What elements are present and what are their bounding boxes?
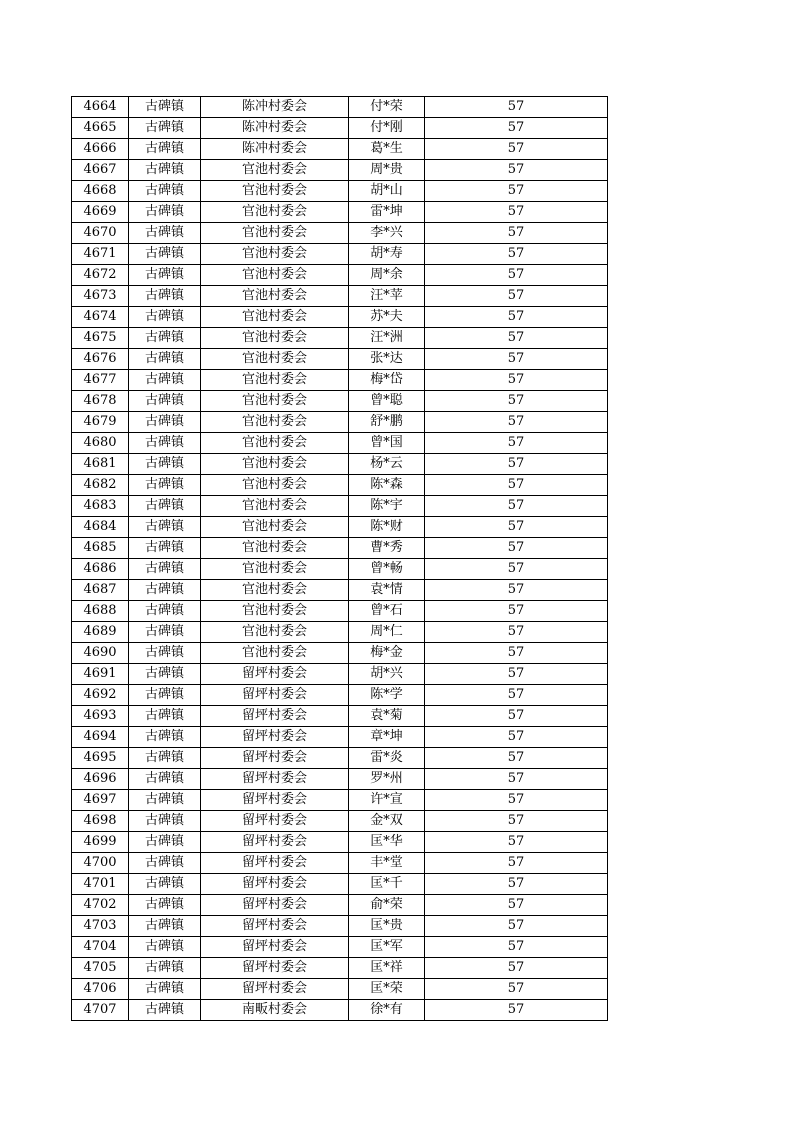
town-cell: 古碑镇 <box>129 97 201 118</box>
row-id-cell: 4675 <box>72 328 129 349</box>
village-cell: 官池村委会 <box>201 496 349 517</box>
value-cell: 57 <box>425 937 608 958</box>
town-cell: 古碑镇 <box>129 958 201 979</box>
value-cell: 57 <box>425 454 608 475</box>
village-cell: 官池村委会 <box>201 244 349 265</box>
value-cell: 57 <box>425 916 608 937</box>
village-cell: 留坪村委会 <box>201 979 349 1000</box>
row-id-cell: 4705 <box>72 958 129 979</box>
name-cell: 胡*山 <box>349 181 425 202</box>
name-cell: 丰*堂 <box>349 853 425 874</box>
town-cell: 古碑镇 <box>129 706 201 727</box>
name-cell: 汪*苹 <box>349 286 425 307</box>
name-cell: 李*兴 <box>349 223 425 244</box>
value-cell: 57 <box>425 370 608 391</box>
village-cell: 官池村委会 <box>201 349 349 370</box>
name-cell: 陈*学 <box>349 685 425 706</box>
row-id-cell: 4694 <box>72 727 129 748</box>
town-cell: 古碑镇 <box>129 475 201 496</box>
table-row <box>72 958 608 979</box>
name-cell: 雷*炎 <box>349 748 425 769</box>
name-cell: 陈*森 <box>349 475 425 496</box>
town-cell: 古碑镇 <box>129 601 201 622</box>
village-cell: 官池村委会 <box>201 433 349 454</box>
village-cell: 官池村委会 <box>201 265 349 286</box>
row-id-cell: 4666 <box>72 139 129 160</box>
value-cell: 57 <box>425 181 608 202</box>
town-cell: 古碑镇 <box>129 454 201 475</box>
row-id-cell: 4678 <box>72 391 129 412</box>
town-cell: 古碑镇 <box>129 202 201 223</box>
town-cell: 古碑镇 <box>129 496 201 517</box>
town-cell: 古碑镇 <box>129 580 201 601</box>
data-table <box>71 96 608 1021</box>
town-cell: 古碑镇 <box>129 244 201 265</box>
name-cell: 付*荣 <box>349 97 425 118</box>
table-row <box>72 664 608 685</box>
value-cell: 57 <box>425 391 608 412</box>
table-row <box>72 517 608 538</box>
town-cell: 古碑镇 <box>129 223 201 244</box>
table-row <box>72 580 608 601</box>
village-cell: 陈冲村委会 <box>201 139 349 160</box>
town-cell: 古碑镇 <box>129 412 201 433</box>
row-id-cell: 4691 <box>72 664 129 685</box>
row-id-cell: 4685 <box>72 538 129 559</box>
name-cell: 匡*千 <box>349 874 425 895</box>
town-cell: 古碑镇 <box>129 979 201 1000</box>
name-cell: 汪*洲 <box>349 328 425 349</box>
village-cell: 官池村委会 <box>201 391 349 412</box>
table-row <box>72 496 608 517</box>
name-cell: 许*宣 <box>349 790 425 811</box>
value-cell: 57 <box>425 874 608 895</box>
table-row <box>72 895 608 916</box>
town-cell: 古碑镇 <box>129 517 201 538</box>
village-cell: 官池村委会 <box>201 412 349 433</box>
value-cell: 57 <box>425 244 608 265</box>
row-id-cell: 4664 <box>72 97 129 118</box>
table-row <box>72 979 608 1000</box>
village-cell: 官池村委会 <box>201 223 349 244</box>
name-cell: 张*达 <box>349 349 425 370</box>
value-cell: 57 <box>425 559 608 580</box>
name-cell: 袁*情 <box>349 580 425 601</box>
town-cell: 古碑镇 <box>129 559 201 580</box>
village-cell: 官池村委会 <box>201 517 349 538</box>
town-cell: 古碑镇 <box>129 433 201 454</box>
row-id-cell: 4693 <box>72 706 129 727</box>
row-id-cell: 4699 <box>72 832 129 853</box>
row-id-cell: 4674 <box>72 307 129 328</box>
name-cell: 周*余 <box>349 265 425 286</box>
name-cell: 匡*贵 <box>349 916 425 937</box>
village-cell: 留坪村委会 <box>201 832 349 853</box>
row-id-cell: 4706 <box>72 979 129 1000</box>
value-cell: 57 <box>425 1000 608 1021</box>
table-row <box>72 685 608 706</box>
row-id-cell: 4673 <box>72 286 129 307</box>
table-row <box>72 139 608 160</box>
row-id-cell: 4704 <box>72 937 129 958</box>
value-cell: 57 <box>425 538 608 559</box>
value-cell: 57 <box>425 832 608 853</box>
table-row <box>72 706 608 727</box>
value-cell: 57 <box>425 685 608 706</box>
table-row <box>72 727 608 748</box>
table-row <box>72 622 608 643</box>
table-row <box>72 97 608 118</box>
value-cell: 57 <box>425 622 608 643</box>
row-id-cell: 4689 <box>72 622 129 643</box>
table-row <box>72 769 608 790</box>
name-cell: 匡*华 <box>349 832 425 853</box>
town-cell: 古碑镇 <box>129 811 201 832</box>
town-cell: 古碑镇 <box>129 265 201 286</box>
row-id-cell: 4696 <box>72 769 129 790</box>
town-cell: 古碑镇 <box>129 685 201 706</box>
value-cell: 57 <box>425 139 608 160</box>
row-id-cell: 4672 <box>72 265 129 286</box>
town-cell: 古碑镇 <box>129 790 201 811</box>
name-cell: 胡*兴 <box>349 664 425 685</box>
village-cell: 留坪村委会 <box>201 937 349 958</box>
town-cell: 古碑镇 <box>129 370 201 391</box>
town-cell: 古碑镇 <box>129 748 201 769</box>
name-cell: 匡*祥 <box>349 958 425 979</box>
value-cell: 57 <box>425 958 608 979</box>
village-cell: 留坪村委会 <box>201 664 349 685</box>
value-cell: 57 <box>425 706 608 727</box>
town-cell: 古碑镇 <box>129 139 201 160</box>
table-row <box>72 916 608 937</box>
table-row <box>72 370 608 391</box>
name-cell: 周*仁 <box>349 622 425 643</box>
town-cell: 古碑镇 <box>129 937 201 958</box>
town-cell: 古碑镇 <box>129 769 201 790</box>
table-row <box>72 433 608 454</box>
village-cell: 留坪村委会 <box>201 727 349 748</box>
name-cell: 陈*宇 <box>349 496 425 517</box>
table-row <box>72 202 608 223</box>
table-row <box>72 391 608 412</box>
row-id-cell: 4669 <box>72 202 129 223</box>
village-cell: 官池村委会 <box>201 622 349 643</box>
village-cell: 官池村委会 <box>201 643 349 664</box>
table-row <box>72 181 608 202</box>
row-id-cell: 4690 <box>72 643 129 664</box>
name-cell: 罗*州 <box>349 769 425 790</box>
table-row <box>72 244 608 265</box>
row-id-cell: 4683 <box>72 496 129 517</box>
table-row <box>72 349 608 370</box>
name-cell: 曾*聪 <box>349 391 425 412</box>
village-cell: 留坪村委会 <box>201 706 349 727</box>
value-cell: 57 <box>425 769 608 790</box>
row-id-cell: 4686 <box>72 559 129 580</box>
village-cell: 官池村委会 <box>201 601 349 622</box>
row-id-cell: 4701 <box>72 874 129 895</box>
value-cell: 57 <box>425 328 608 349</box>
name-cell: 曾*畅 <box>349 559 425 580</box>
name-cell: 俞*荣 <box>349 895 425 916</box>
row-id-cell: 4702 <box>72 895 129 916</box>
value-cell: 57 <box>425 790 608 811</box>
village-cell: 官池村委会 <box>201 328 349 349</box>
table-row <box>72 853 608 874</box>
table-row <box>72 1000 608 1021</box>
table-row <box>72 328 608 349</box>
name-cell: 匡*军 <box>349 937 425 958</box>
village-cell: 留坪村委会 <box>201 895 349 916</box>
row-id-cell: 4667 <box>72 160 129 181</box>
row-id-cell: 4680 <box>72 433 129 454</box>
name-cell: 付*刚 <box>349 118 425 139</box>
village-cell: 官池村委会 <box>201 307 349 328</box>
town-cell: 古碑镇 <box>129 643 201 664</box>
value-cell: 57 <box>425 160 608 181</box>
table-row <box>72 748 608 769</box>
row-id-cell: 4681 <box>72 454 129 475</box>
name-cell: 匡*荣 <box>349 979 425 1000</box>
value-cell: 57 <box>425 580 608 601</box>
village-cell: 留坪村委会 <box>201 811 349 832</box>
village-cell: 官池村委会 <box>201 580 349 601</box>
table-row <box>72 832 608 853</box>
row-id-cell: 4679 <box>72 412 129 433</box>
table-row <box>72 811 608 832</box>
value-cell: 57 <box>425 664 608 685</box>
name-cell: 曾*国 <box>349 433 425 454</box>
village-cell: 官池村委会 <box>201 202 349 223</box>
table-row <box>72 307 608 328</box>
value-cell: 57 <box>425 307 608 328</box>
name-cell: 金*双 <box>349 811 425 832</box>
name-cell: 舒*鹏 <box>349 412 425 433</box>
row-id-cell: 4703 <box>72 916 129 937</box>
village-cell: 官池村委会 <box>201 538 349 559</box>
value-cell: 57 <box>425 853 608 874</box>
village-cell: 官池村委会 <box>201 286 349 307</box>
village-cell: 留坪村委会 <box>201 769 349 790</box>
village-cell: 官池村委会 <box>201 370 349 391</box>
table-row <box>72 475 608 496</box>
row-id-cell: 4684 <box>72 517 129 538</box>
town-cell: 古碑镇 <box>129 391 201 412</box>
town-cell: 古碑镇 <box>129 307 201 328</box>
row-id-cell: 4697 <box>72 790 129 811</box>
row-id-cell: 4688 <box>72 601 129 622</box>
row-id-cell: 4676 <box>72 349 129 370</box>
town-cell: 古碑镇 <box>129 727 201 748</box>
value-cell: 57 <box>425 811 608 832</box>
village-cell: 留坪村委会 <box>201 874 349 895</box>
table-row <box>72 643 608 664</box>
value-cell: 57 <box>425 979 608 1000</box>
row-id-cell: 4670 <box>72 223 129 244</box>
table-row <box>72 265 608 286</box>
value-cell: 57 <box>425 727 608 748</box>
name-cell: 葛*生 <box>349 139 425 160</box>
row-id-cell: 4668 <box>72 181 129 202</box>
row-id-cell: 4671 <box>72 244 129 265</box>
name-cell: 陈*财 <box>349 517 425 538</box>
name-cell: 苏*夫 <box>349 307 425 328</box>
value-cell: 57 <box>425 895 608 916</box>
village-cell: 留坪村委会 <box>201 916 349 937</box>
town-cell: 古碑镇 <box>129 853 201 874</box>
table-body <box>72 97 608 1021</box>
town-cell: 古碑镇 <box>129 916 201 937</box>
name-cell: 胡*寿 <box>349 244 425 265</box>
value-cell: 57 <box>425 223 608 244</box>
village-cell: 陈冲村委会 <box>201 97 349 118</box>
town-cell: 古碑镇 <box>129 160 201 181</box>
town-cell: 古碑镇 <box>129 538 201 559</box>
row-id-cell: 4682 <box>72 475 129 496</box>
table-row <box>72 538 608 559</box>
row-id-cell: 4665 <box>72 118 129 139</box>
table-row <box>72 601 608 622</box>
name-cell: 章*坤 <box>349 727 425 748</box>
village-cell: 留坪村委会 <box>201 685 349 706</box>
row-id-cell: 4687 <box>72 580 129 601</box>
value-cell: 57 <box>425 265 608 286</box>
village-cell: 陈冲村委会 <box>201 118 349 139</box>
value-cell: 57 <box>425 433 608 454</box>
table-row <box>72 454 608 475</box>
village-cell: 官池村委会 <box>201 454 349 475</box>
value-cell: 57 <box>425 643 608 664</box>
town-cell: 古碑镇 <box>129 286 201 307</box>
village-cell: 官池村委会 <box>201 160 349 181</box>
name-cell: 雷*坤 <box>349 202 425 223</box>
town-cell: 古碑镇 <box>129 832 201 853</box>
town-cell: 古碑镇 <box>129 328 201 349</box>
name-cell: 曹*秀 <box>349 538 425 559</box>
value-cell: 57 <box>425 517 608 538</box>
value-cell: 57 <box>425 496 608 517</box>
value-cell: 57 <box>425 202 608 223</box>
town-cell: 古碑镇 <box>129 664 201 685</box>
table-row <box>72 118 608 139</box>
name-cell: 梅*岱 <box>349 370 425 391</box>
table-row <box>72 790 608 811</box>
village-cell: 南畈村委会 <box>201 1000 349 1021</box>
row-id-cell: 4707 <box>72 1000 129 1021</box>
value-cell: 57 <box>425 286 608 307</box>
village-cell: 留坪村委会 <box>201 790 349 811</box>
value-cell: 57 <box>425 412 608 433</box>
name-cell: 杨*云 <box>349 454 425 475</box>
value-cell: 57 <box>425 349 608 370</box>
table-row <box>72 874 608 895</box>
row-id-cell: 4700 <box>72 853 129 874</box>
table-row <box>72 286 608 307</box>
row-id-cell: 4677 <box>72 370 129 391</box>
name-cell: 周*贵 <box>349 160 425 181</box>
village-cell: 官池村委会 <box>201 559 349 580</box>
village-cell: 留坪村委会 <box>201 853 349 874</box>
name-cell: 袁*菊 <box>349 706 425 727</box>
row-id-cell: 4698 <box>72 811 129 832</box>
value-cell: 57 <box>425 748 608 769</box>
village-cell: 官池村委会 <box>201 181 349 202</box>
table-row <box>72 223 608 244</box>
value-cell: 57 <box>425 601 608 622</box>
village-cell: 留坪村委会 <box>201 958 349 979</box>
table-row <box>72 412 608 433</box>
town-cell: 古碑镇 <box>129 349 201 370</box>
name-cell: 梅*金 <box>349 643 425 664</box>
table-row <box>72 559 608 580</box>
table-row <box>72 160 608 181</box>
town-cell: 古碑镇 <box>129 874 201 895</box>
town-cell: 古碑镇 <box>129 895 201 916</box>
town-cell: 古碑镇 <box>129 1000 201 1021</box>
name-cell: 曾*石 <box>349 601 425 622</box>
town-cell: 古碑镇 <box>129 622 201 643</box>
value-cell: 57 <box>425 118 608 139</box>
town-cell: 古碑镇 <box>129 181 201 202</box>
value-cell: 57 <box>425 97 608 118</box>
value-cell: 57 <box>425 475 608 496</box>
table-row <box>72 937 608 958</box>
village-cell: 官池村委会 <box>201 475 349 496</box>
row-id-cell: 4692 <box>72 685 129 706</box>
name-cell: 徐*有 <box>349 1000 425 1021</box>
village-cell: 留坪村委会 <box>201 748 349 769</box>
town-cell: 古碑镇 <box>129 118 201 139</box>
row-id-cell: 4695 <box>72 748 129 769</box>
